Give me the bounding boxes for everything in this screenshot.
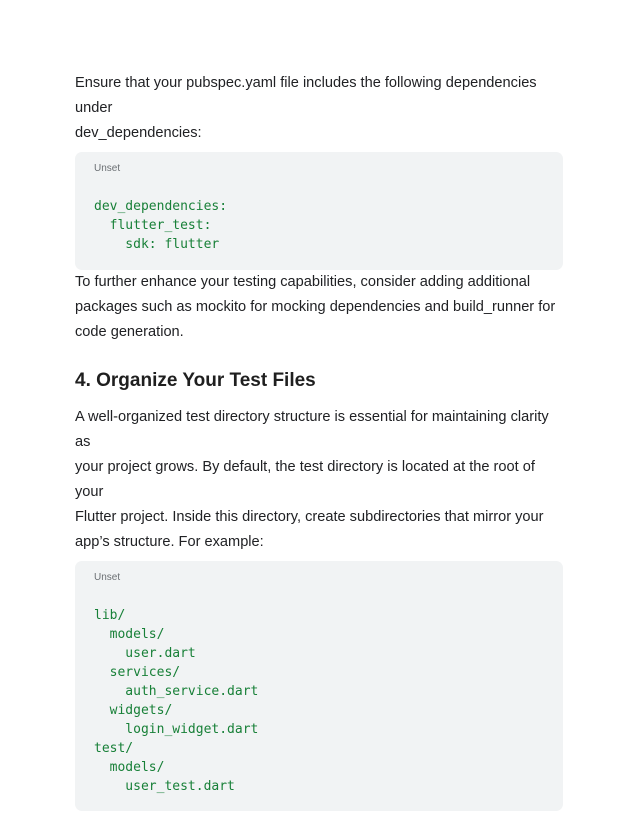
code-line: sdk: flutter xyxy=(94,237,220,252)
code-line: widgets/ xyxy=(94,703,173,718)
intro-line-2: dev_dependencies: xyxy=(75,125,202,141)
code-block-dependencies[interactable] xyxy=(75,152,563,270)
code-line: models/ xyxy=(94,627,165,642)
code-line: models/ xyxy=(94,760,165,775)
organize-line-2: your project grows. By default, the test directory is located at the root of your xyxy=(75,459,535,500)
document-body xyxy=(75,71,563,811)
code-line: auth_service.dart xyxy=(94,684,259,699)
code-line: flutter_test: xyxy=(94,218,212,233)
intro-paragraph xyxy=(75,71,563,146)
organize-line-3: Flutter project. Inside this directory, create subdirectories that mirror your xyxy=(75,509,544,525)
intro-line-1: Ensure that your pubspec.yaml file includes the following dependencies under xyxy=(75,75,537,116)
code-line: user.dart xyxy=(94,646,196,661)
code-language-label: Unset xyxy=(94,572,121,583)
packages-line-1: To further enhance your testing capabilities, consider adding additional xyxy=(75,274,531,290)
section-heading: 4. Organize Your Test Files xyxy=(75,370,316,391)
code-line: login_widget.dart xyxy=(94,722,259,737)
code-line: lib/ xyxy=(94,608,126,623)
code-block-directory-structure[interactable] xyxy=(75,561,563,811)
organize-line-4: app’s structure. For example: xyxy=(75,534,264,550)
packages-line-2: packages such as mockito for mocking dependencies and build_runner for xyxy=(75,299,556,315)
code-line: dev_dependencies: xyxy=(94,199,228,214)
organize-line-1: A well-organized test directory structure is essential for maintaining clarity as xyxy=(75,409,549,450)
packages-line-3: code generation. xyxy=(75,324,184,340)
code-line: services/ xyxy=(94,665,181,680)
code-language-label: Unset xyxy=(94,163,121,174)
packages-paragraph xyxy=(75,270,563,345)
code-line: test/ xyxy=(94,741,134,756)
organize-paragraph xyxy=(75,405,563,555)
code-line: user_test.dart xyxy=(94,779,235,794)
